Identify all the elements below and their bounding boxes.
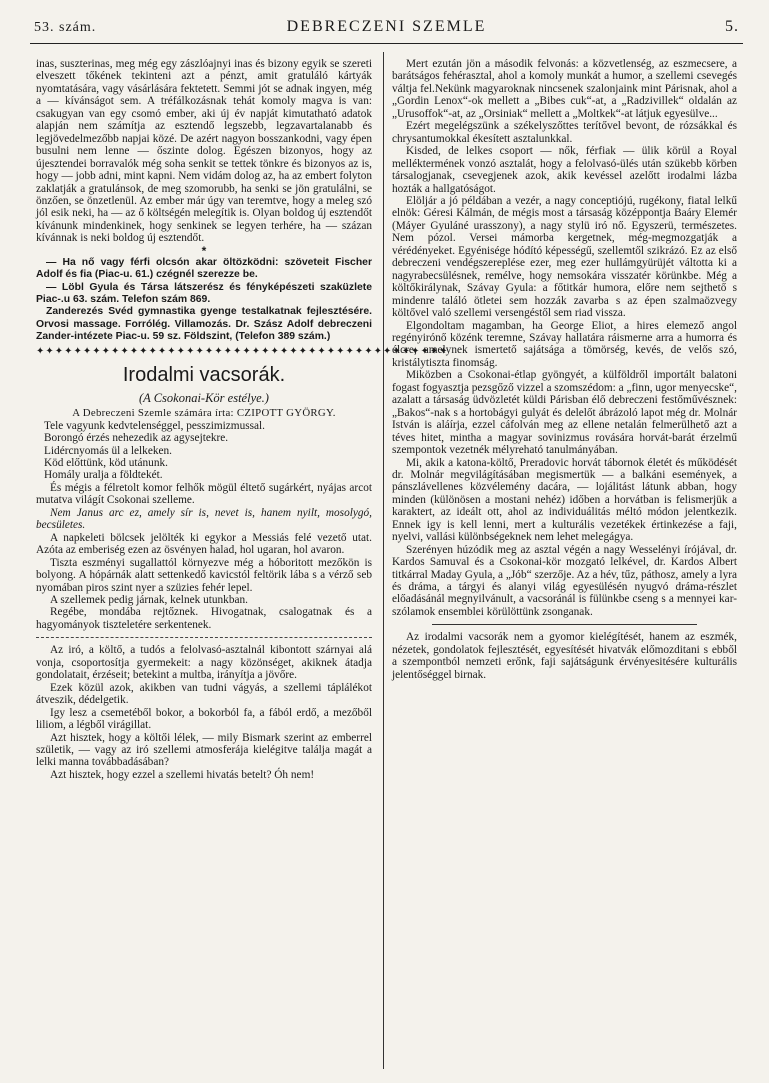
opening-line: Lidércnyomás ül a lelkeken.	[44, 444, 172, 457]
article-paragraph: Igy lesz a csemetéből bokor, a bokorból fa, a fából erdő, a mezőből liliom, a légből virágillat.	[36, 706, 372, 732]
article-byline: A Debreczeni Szemle számára írta: CZIPOTT GYÖRGY.	[72, 406, 336, 419]
opening-lines	[36, 420, 372, 482]
notice-lobl: — Löbl Gyula és Társa látszerész és fényképészeti szaküzlete Piac-.u 63. szám. Telefon szám 869.	[36, 281, 372, 306]
article-paragraph: Szerényen húzódik meg az asztal végén a nagy Wesselényi írójával, dr. Kardos Samuval és a Csokonai-kör mozgató lelkével, dr. Kardos Albert titkárral Maday Gyula, a „Jób“ szerzője. Az a hév, tűz, páthosz, amely a lyra és dráma, a tárgyi és alanyi világ egyesülésén nyugvó dráma-részlet előadásánál megnyilvánult, a vacsoránál is fülünkbe cseng s a mennyei kar-szólamok ensemblei körülöttünk zsonganak.	[392, 543, 737, 618]
notice-zander: Zanderezés Svéd gymnastika gyenge testalkatnak fejlesztésére. Orvosi massage. Forrólég. Villamozás. Dr. Szász Adolf debreczeni Zander-intézete Piac-u. 59 sz. Földszint, (Telefon 389 szám.)	[36, 306, 372, 343]
separator-star: *	[201, 243, 207, 258]
article-closing-paragraph: Az irodalmi vacsorák nem a gyomor kielégítését, hanem az eszmék, nézetek, gondolatok fejlesztését, egyesítését hivatvák előmozditani s ebből a szempontból nemzeti erőnk, faji sajátságunk érvényesitésére kulturális jelentőséggel birnak.	[392, 631, 737, 681]
article-title: Irodalmi vacsorák.	[122, 363, 286, 386]
article-paragraph: A szellemek pedig járnak, kelnek utunkban.	[50, 593, 248, 606]
article-paragraph: Az iró, a költő, a tudós a felolvasó-asztalnál kibontott szárnyai alá vonja, csoportosítja gyermekeit: a nagy közönséget, akiknek átadja gondolatait, érzéseit; betekint a multba, irányítja a jövőre.	[36, 644, 372, 682]
advertisement-notices	[36, 245, 372, 344]
article-paragraph: Azt hisztek, hogy ezzel a szellemi hivatás betelt? Óh nem!	[50, 768, 315, 781]
article-paragraph: És mégis a félretolt komor felhők mögül éltető sugárkért, nyájas arcot mutatva világít Csokonai szelleme.	[36, 481, 372, 507]
opening-line: Homály uralja a földtekét.	[44, 469, 163, 482]
article-subtitle: (A Csokonai-Kör estélye.)	[139, 390, 269, 405]
page-number: 5.	[725, 18, 739, 35]
right-column	[392, 58, 737, 681]
continued-article-text: inas, suszterinas, meg még egy zászlóajnyi inas és bizony egyik se szereti elveszett tőkének tekinteni azt a pénzt, amit gratuláló kártyák nyomtatására, vagy vásárlására fektetett. Semmi jót se adnak ingyen, még a — kívánságot sem. A tréfálkozásnak tehát komoly magva is van: csakugyan van egy csomó ember, aki új év napját kimutatható adatok alapján nem számítja az esztendő legszebb, legzavartalanabb és legjövedelmezőbb napjai közé. De azért nagyon bosszankodni, vagy épen busulni nem lenne — őszinte dolog. Egészen bizonyos, hogy az újesztendei borravalók még soha senkit se tettek tönkre és bizonyos az is, hogy — jobb adni, mint kapni. Nem vidám dolog az, ha az embert folyton zaklatják a gratulánsok, de meg szomorubb, ha senki se jön gratulálni, se önzően, se önzetlenül. Az ember már úgy van teremtve, hogy a meleg szó jól esik neki, ha — az ő költségén melegítik is. Olyan boldog új esztendőt kívánunk mindenkinek, hogy senkinek se legyen terhére, ha — százan kívánnak is neki boldog új esztendőt.	[36, 58, 372, 245]
left-column	[36, 58, 449, 781]
article-paragraph: Ezek közül azok, akikben van tudni vágyás, a szellemi táplálékot átveszik, dédelgetik.	[36, 681, 372, 707]
issue-number: 53. szám.	[34, 20, 97, 35]
opening-line: Tele vagyunk kedvtelenséggel, pesszimizmussal.	[44, 419, 266, 432]
closing-rule	[432, 624, 697, 625]
opening-line: Borongó érzés nehezedik az agysejtekre.	[44, 432, 229, 445]
dashed-separator	[36, 637, 372, 638]
page-header	[34, 16, 739, 40]
opening-line: Köd előttünk, köd utánunk.	[44, 457, 168, 469]
article-paragraph: Kisded, de lelkes csoport — nők, férfiak — ülik körül a Royal melléktermének vonzó asztalát, hogy a felolvasó-ülés után szükebb körben társalogjanak, csevegjenek azok, akik kevéssel azelőtt irodalmi lázba hozták a hallgatóságot.	[392, 145, 737, 195]
column-divider	[383, 52, 384, 1069]
article-paragraph: Mi, akik a katona-költő, Preradovic horvát tábornok életét és működését dr. Molnár megvilágításában megismertük — a balkáni események, a pánszlávellenes közvélemény dacára, — lojálitást látunk abban, hogy minden (különösen a mostani nehéz) időben a horvátban is felismerjük a karaktert, az ideált ott, ahol az individuálitás méltó módon jelentkezik. Ennek igy is kell lenni, mert a kulturális vezetékek értinkezése a faji, nyelvi, vallási különbségeknek nem lehet melegágya.	[392, 456, 737, 544]
article-paragraph: Nem Janus arc ez, amely sír is, nevet is, hanem nyilt, mosolygó, becsületes.	[36, 506, 372, 532]
article-paragraph: Ezért megelégszünk a székelyszőttes terítővel bevont, de rózsákkal és chrysantumokkal ékesített asztalunkkal.	[392, 120, 737, 145]
article-paragraph: Tiszta eszményi sugallattól környezve még a hóboritott mezőkön is bolyong. A hópárnák alatt settenkedő kavicstól feltörik lába s a vérző seb nyomában piros szint nyer a szüzies fehér lepel.	[36, 556, 372, 594]
article-paragraph: Regébe, mondába rejtőznek. Hivogatnak, csalogatnak és a hagyományok tiszteletére serkentenek.	[36, 606, 372, 631]
article-paragraph: A napkeleti bölcsek jelölték ki egykor a Messiás felé vezető utat. Azóta az emberiség ezen az ösvényen halad, hol ugaran, hol avaron.	[36, 531, 372, 557]
ornamental-divider: ✦✦✦✦✦✦✦✦✦✦✦✦✦✦✦✦✦✦✦✦✦✦✦✦✦✦✦✦✦✦✦✦✦✦✦✦✦✦✦✦✦✦✦✦	[36, 345, 449, 357]
journal-title: DEBRECZENI SZEMLE	[286, 18, 487, 35]
header-rule	[30, 43, 743, 44]
article-paragraph: Miközben a Csokonai-étlap gyöngyét, a külföldről importált balatoni fogast fogyasztja pezsgőző vizzel a szomszédom: a „finn, ugor menyecske“, azalatt a társaság üdvözletét küldi Párisban élő debreczeni festőművésznek: „Bakos“-nak s a hortobágyi gulyát és delelőt ábrázoló lapot még dr. Molnár István is aláírja, ezzel cáfolván meg az ellene netalán felmerülhető azt a téves hitet, mintha a magyar sovinizmus rovására horvát-barát érzelmű szempontok vezetnék mélyreható tanulmányában.	[392, 369, 737, 457]
article-paragraph: Azt hisztek, hogy a költői lélek, — mily Bismark szerint az emberrel születik, — vagy az iró szellemi atmosferája kielégitve találja magát a lelki manna továbbadásában?	[36, 731, 372, 769]
article-paragraph: Mert ezután jön a második felvonás: a közvetlenség, az eszmecsere, a barátságos fehérasztal, ahol a komoly munkát a humor, a szellemi csevegés váltja fel.Nekünk magyaroknak nincsenek szalonjaink mint Párisnak, ahol a „Gordin Lenox“-ok mellett a „Bibes cuk“-at, a „Radzivillek“ oldalán az „Urusoffok“-at, az „Orsiniak“ mellett a „Moltkek“-at látjuk egyesülve...	[392, 58, 737, 120]
article-paragraph: Elgondoltam magamban, ha George Eliot, a hires elemező angol regényirónő közénk teremne, Szávay hallatára ráismerne arra a humorra és élcre, amelynek ismertető sajátsága a tömörség, kevés, de velős szó, kristálytiszta finomság.	[392, 319, 737, 369]
notice-fischer: — Ha nő vagy férfi olcsón akar öltözködni: szöveteit Fischer Adolf és fia (Piac-u. 61.) czégnél szerezze be.	[36, 256, 372, 281]
article-paragraph: Elöljár a jó példában a vezér, a nagy conceptiójú, rugékony, fiatal lelkű elnök: Géresi Kálmán, de mégis most a társaság középpontja Baáry Elemér (Máyer Gyuláné urasszony), a nagy stylü iró nő. Egyszerü, természetes. Nem pózol. Versei mámorba kergetnek, még-megmozgatják a vérédényeket. Egyénisége hódító képességű, szellemtől szikrázó. Ez az első debreczeni vendégszereplése ezer, meg ezer hullámgyürüjét váltotta ki a nagyrabecsülésnek, remélve, hogy nemsokára visszatér körünkbe. Még a költőkirálynak, Szávay Gyula: a főtitkár humora, előre nem sejthető s mindenre találó ötletei sem hozzák zavarba s az épen szalmaözvegy költővel való szellemi versengéstől sem riad vissza.	[392, 194, 737, 320]
